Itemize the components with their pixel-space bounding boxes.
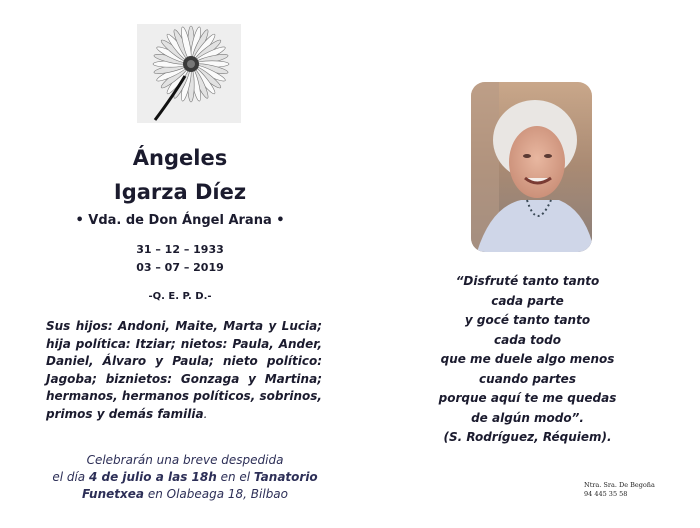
poem-line: que me duele algo menos bbox=[440, 352, 615, 366]
surname: Igarza Díez bbox=[113, 180, 247, 204]
family-paragraph bbox=[46, 318, 322, 423]
service-line-2: el día 4 de julio a las 18h en el Tanatorio bbox=[52, 470, 318, 484]
poem-line: cada todo bbox=[494, 332, 561, 347]
service-date: 4 de julio a las 18h bbox=[88, 470, 217, 484]
poem-line: “Disfruté tanto tanto bbox=[455, 274, 600, 288]
service-line-1: Celebrarán una breve despedida bbox=[86, 453, 284, 467]
rip-text: -Q. E. P. D.- bbox=[148, 291, 212, 302]
poem-line: cuando partes bbox=[479, 371, 576, 386]
chapel-name: Ntra. Sra. De Begoña bbox=[584, 481, 655, 489]
chapel-phone: 94 445 35 58 bbox=[584, 490, 628, 498]
first-name: Ángeles bbox=[132, 146, 228, 170]
poem-line: y gocé tanto tanto bbox=[464, 313, 591, 327]
death-date: 03 – 07 – 2019 bbox=[136, 261, 224, 274]
poem bbox=[425, 272, 630, 448]
poem-line: cada parte bbox=[491, 293, 564, 308]
flower-image bbox=[137, 24, 241, 123]
service-place: Tanatorio bbox=[253, 470, 318, 484]
family-end: . bbox=[203, 406, 208, 421]
poem-line: porque aquí te me quedas bbox=[438, 391, 617, 405]
chapel-info bbox=[584, 481, 655, 499]
service-info bbox=[40, 452, 330, 503]
widow-line: • Vda. de Don Ángel Arana • bbox=[75, 213, 285, 228]
service-place-name: Funetxea bbox=[82, 487, 144, 501]
birth-date: 31 – 12 – 1933 bbox=[136, 243, 224, 256]
service-line-3: Funetxea en Olabeaga 18, Bilbao bbox=[82, 487, 288, 501]
poem-line: (S. Rodríguez, Réquiem). bbox=[443, 430, 612, 444]
portrait-photo bbox=[471, 82, 592, 252]
poem-line: de algún modo”. bbox=[471, 410, 584, 425]
family-text: Sus hijos: Andoni, Maite, Marta y Lucia; hija política: Itziar; nietos: Paula, Ander, Daniel, Álvaro y Paula; nieto político: Jagoba; biznietos: Gonzaga y Martina; hermanos, hermanos políticos, sobrinos, primos y demás familia bbox=[46, 319, 322, 421]
